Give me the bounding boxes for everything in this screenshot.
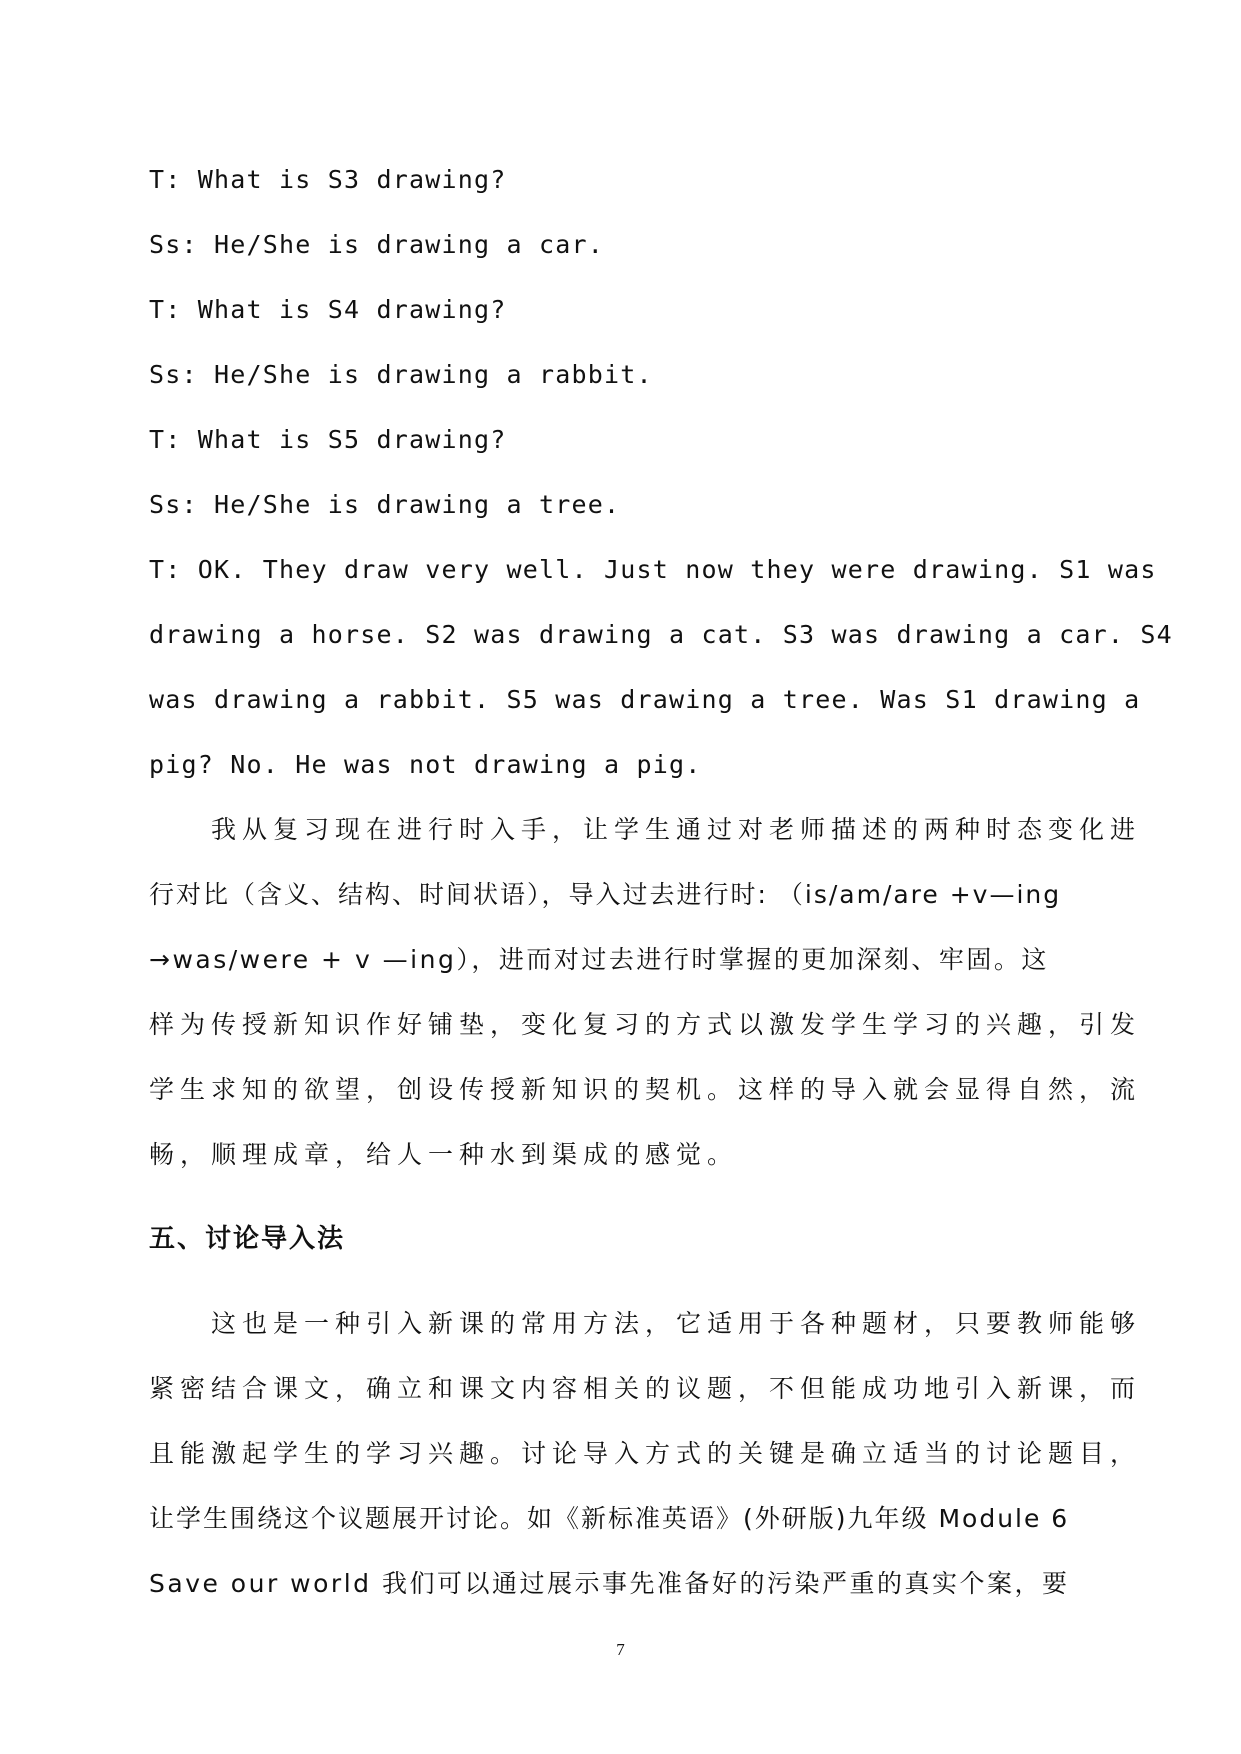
dialogue-line: Ss: He/She is drawing a rabbit.: [149, 360, 653, 389]
paragraph-line: 行对比（含义、结构、时间状语），导入过去进行时: （is/am/are +v—ing: [149, 880, 1062, 909]
dialogue-line: drawing a horse. S2 was drawing a cat. S3 was drawing a car. S4: [149, 620, 1173, 649]
dialogue-line: pig? No. He was not drawing a pig.: [149, 750, 702, 779]
dialogue-line: T: What is S5 drawing?: [149, 425, 507, 454]
paragraph-line: 且能激起学生的学习兴趣。讨论导入方式的关键是确立适当的讨论题目，: [149, 1439, 1142, 1468]
dialogue-line: was drawing a rabbit. S5 was drawing a tree. Was S1 drawing a: [149, 685, 1141, 714]
paragraph-line: 样为传授新知识作好铺垫，变化复习的方式以激发学生学习的兴趣，引发: [149, 1010, 1142, 1039]
paragraph-line: Save our world 我们可以通过展示事先准备好的污染严重的真实个案，要: [149, 1569, 1070, 1598]
paragraph-line: 我从复习现在进行时入手，让学生通过对老师描述的两种时态变化进: [149, 815, 1142, 844]
dialogue-line: Ss: He/She is drawing a car.: [149, 230, 605, 259]
paragraph-line: 紧密结合课文，确立和课文内容相关的议题，不但能成功地引入新课，而: [149, 1374, 1142, 1403]
page-number: 7: [616, 1640, 625, 1659]
section-heading: 五、讨论导入法: [149, 1224, 346, 1254]
paragraph-line: 这也是一种引入新课的常用方法，它适用于各种题材，只要教师能够: [149, 1309, 1142, 1338]
dialogue-line: T: What is S3 drawing?: [149, 165, 507, 194]
paragraph-line: 让学生围绕这个议题展开讨论。如《新标准英语》(外研版)九年级 Module 6: [149, 1504, 1070, 1533]
paragraph-line: 学生求知的欲望，创设传授新知识的契机。这样的导入就会显得自然，流: [149, 1075, 1142, 1104]
dialogue-line: Ss: He/She is drawing a tree.: [149, 490, 621, 519]
paragraph-line: 畅，顺理成章，给人一种水到渠成的感觉。: [149, 1140, 739, 1169]
paragraph-line: →was/were + v —ing），进而对过去进行时掌握的更加深刻、牢固。这: [149, 945, 1049, 974]
dialogue-line: T: OK. They draw very well. Just now they were drawing. S1 was: [149, 555, 1157, 584]
dialogue-line: T: What is S4 drawing?: [149, 295, 507, 324]
